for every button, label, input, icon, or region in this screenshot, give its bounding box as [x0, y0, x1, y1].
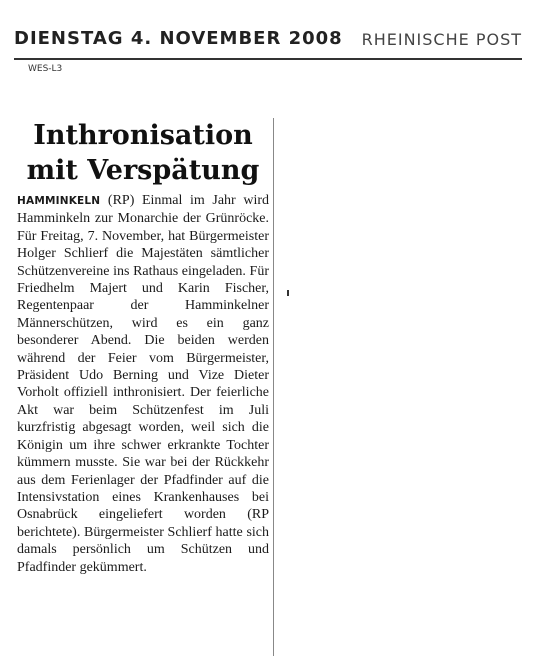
headline-line-2: mit Verspätung: [26, 155, 260, 186]
article-dateline: HAMMINKELN: [17, 195, 101, 207]
newspaper-name: RHEINISCHE POST: [361, 30, 522, 49]
article-body-text: (RP) Einmal im Jahr wird Hamminkeln zur Monarchie der Grünröcke. Für Freitag, 7. November, hat Bürgermeister Holger Schlierf die Majestäten sämtlicher Schützenvereine ins Rathaus eingeladen. Für Friedhelm Majert und Karin Fischer, Regentenpaar der Hamminkelner Männerschützen, wird es ein ganz besonderer Abend. Die beiden werden während der Feier vom Bürgermeister, Präsident Udo Berning und Vize Dieter Vorholt offiziell inthronisiert. Der feierliche Akt war beim Schützenfest im Juli kurzfristig abgesagt worden, weil sich die Königin um ihre schwer erkrankte Tochter kümmern musste. Sie war bei der Rückkehr aus dem Ferienlager der Pfadfinder auf die Intensivstation eines Krankenhauses bei Osnabrück eingeliefert worden (RP berichtete). Bürgermeister Schlierf hatte sich damals persönlich um Schützen und Pfadfinder gekümmert.: [17, 193, 269, 575]
headline-line-1: Inthronisation: [33, 120, 253, 151]
masthead-rule: [14, 58, 522, 60]
page-code: WES-L3: [28, 64, 63, 74]
column-divider: [273, 118, 274, 656]
masthead: [14, 28, 522, 56]
article: [17, 118, 269, 576]
article-headline: [17, 118, 269, 188]
issue-date: DIENSTAG 4. NOVEMBER 2008: [14, 28, 343, 49]
print-mark: [287, 290, 289, 296]
article-body: [17, 192, 269, 576]
